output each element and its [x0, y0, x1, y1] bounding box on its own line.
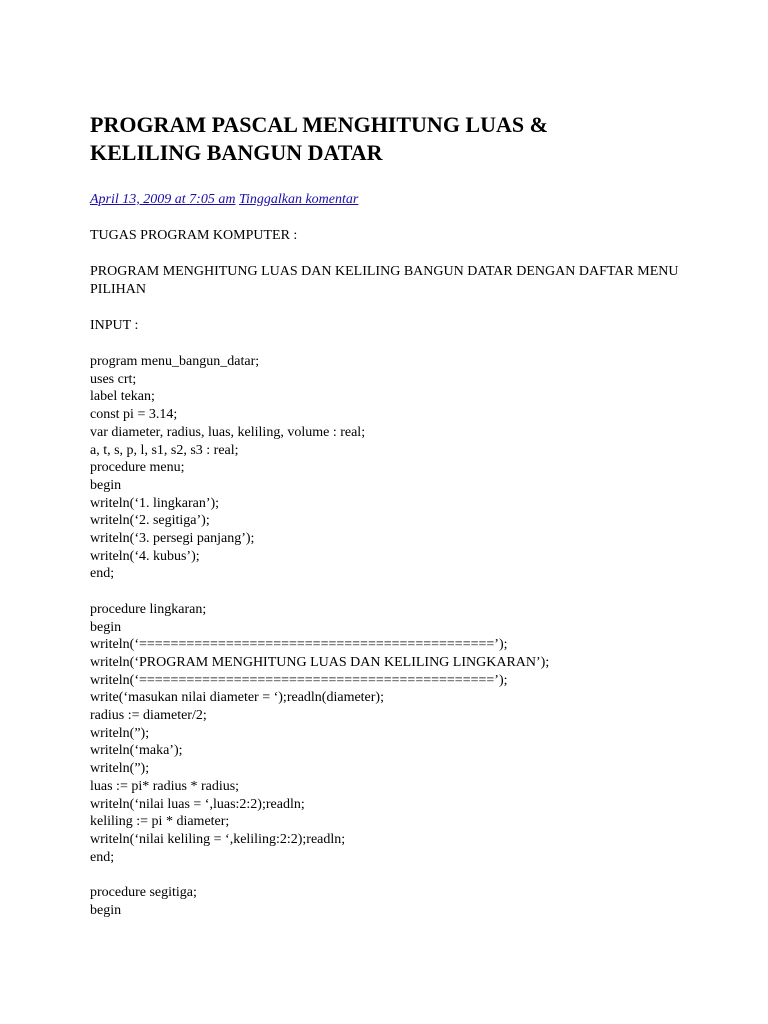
code-line: keliling := pi * diameter; [90, 814, 230, 830]
code-line: var diameter, radius, luas, keliling, volume : real; [90, 424, 366, 440]
code-line: begin [90, 477, 122, 493]
code-line [90, 866, 690, 884]
code-line: procedure menu; [90, 460, 185, 476]
code-line [90, 583, 690, 601]
program-description: PROGRAM MENGHITUNG LUAS DAN KELILING BANGUN DATAR DENGAN DAFTAR MENU PILIHAN [90, 264, 679, 297]
code-line: writeln(‘PROGRAM MENGHITUNG LUAS DAN KELILING LINGKARAN’); [90, 654, 550, 670]
code-line: writeln(‘2. segitiga’); [90, 513, 210, 529]
code-line: label tekan; [90, 389, 155, 405]
code-line: a, t, s, p, l, s1, s2, s3 : real; [90, 442, 239, 458]
post-meta [90, 191, 690, 209]
title-line-1: PROGRAM PASCAL MENGHITUNG LUAS & [90, 112, 548, 137]
title-line-2: KELILING BANGUN DATAR [90, 140, 383, 165]
code-line: writeln(‘4. kubus’); [90, 548, 200, 564]
code-line: writeln(”); [90, 761, 150, 777]
code-line: program menu_bangun_datar; [90, 354, 260, 369]
post-date-link[interactable]: April 13, 2009 at 7:05 am [90, 192, 236, 207]
code-line: writeln(‘=============================================’); [90, 672, 508, 688]
input-label: INPUT : [90, 318, 139, 333]
code-line: luas := pi* radius * radius; [90, 778, 240, 794]
code-line: writeln(‘nilai luas = ‘,luas:2:2);readln; [90, 796, 305, 812]
task-heading: TUGAS PROGRAM KOMPUTER : [90, 228, 298, 243]
code-listing [90, 353, 690, 919]
code-line: uses crt; [90, 371, 137, 387]
code-line: writeln(”); [90, 725, 150, 741]
code-line: write(‘masukan nilai diameter = ‘);readln(diameter); [90, 690, 384, 706]
document-page [90, 111, 690, 919]
code-line: writeln(‘nilai keliling = ‘,keliling:2:2);readln; [90, 831, 346, 847]
page-title [90, 111, 690, 167]
code-line: writeln(‘1. lingkaran’); [90, 495, 220, 511]
code-line: writeln(‘maka’); [90, 743, 183, 759]
code-line: begin [90, 902, 122, 918]
code-line: begin [90, 619, 122, 635]
code-line: writeln(‘3. persegi panjang’); [90, 531, 255, 547]
code-line: radius := diameter/2; [90, 708, 207, 724]
code-line: writeln(‘=============================================’); [90, 637, 508, 653]
code-line: end; [90, 566, 115, 582]
code-line: procedure lingkaran; [90, 601, 207, 617]
code-line: procedure segitiga; [90, 885, 197, 901]
comment-link[interactable]: Tinggalkan komentar [238, 192, 359, 207]
code-line: const pi = 3.14; [90, 407, 178, 423]
code-line: end; [90, 849, 115, 865]
